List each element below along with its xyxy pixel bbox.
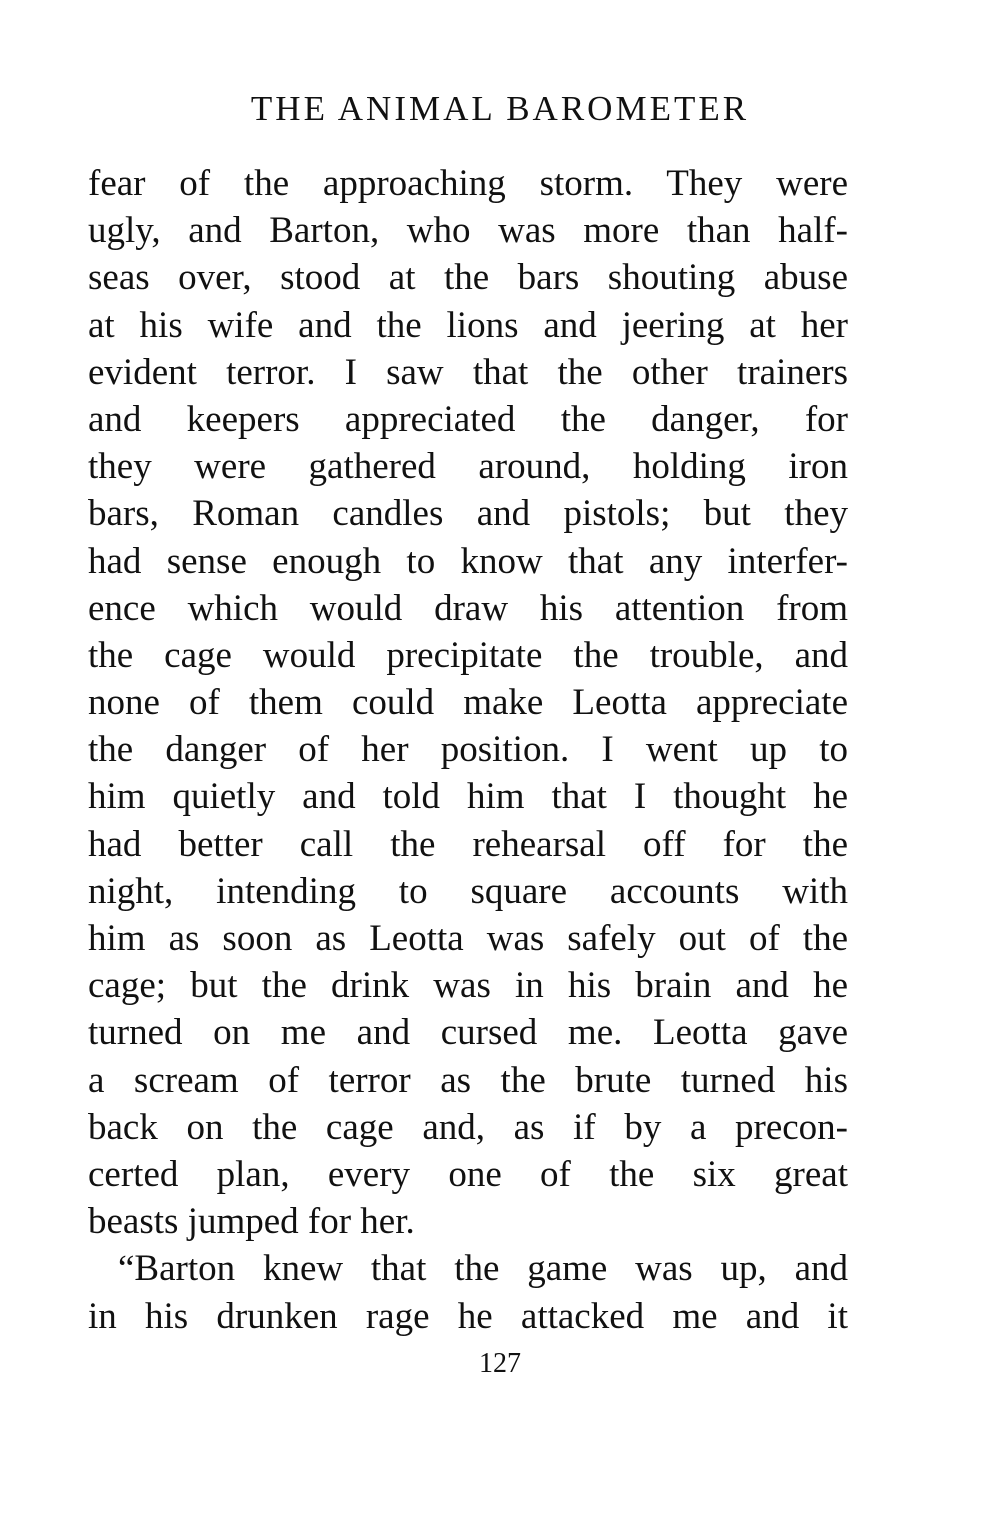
body-text — [88, 160, 848, 1340]
text-line: a scream of terror as the brute turned his — [88, 1059, 848, 1101]
text-line: ence which would draw his attention from — [88, 587, 848, 629]
text-line: had better call the rehearsal off for the — [88, 823, 848, 865]
text-line: him as soon as Leotta was safely out of the — [88, 918, 848, 959]
text-line: had sense enough to know that any interfer- — [88, 540, 848, 582]
text-line: evident terror. I saw that the other trainers — [88, 351, 848, 393]
paragraph-start-line: “Barton knew that the game was up, and — [118, 1248, 848, 1290]
page-number: 127 — [479, 1348, 521, 1379]
text-line: at his wife and the lions and jeering at her — [88, 304, 848, 346]
text-line: bars, Roman candles and pistols; but they — [88, 493, 848, 535]
paragraph-end-line: beasts jumped for her. — [88, 1201, 415, 1243]
text-line: night, intending to square accounts with — [88, 870, 848, 912]
text-line: turned on me and cursed me. Leotta gave — [88, 1012, 848, 1054]
text-line: seas over, stood at the bars shouting abuse — [88, 257, 848, 299]
text-line: and keepers appreciated the danger, for — [88, 398, 848, 440]
text-line: the cage would precipitate the trouble, and — [88, 634, 848, 676]
text-line: ugly, and Barton, who was more than half- — [88, 210, 848, 252]
text-line: they were gathered around, holding iron — [88, 446, 848, 488]
text-line: back on the cage and, as if by a precon- — [88, 1106, 848, 1148]
text-line: certed plan, every one of the six great — [88, 1153, 848, 1195]
text-line: in his drunken rage he attacked me and it — [88, 1295, 848, 1337]
text-line: him quietly and told him that I thought he — [88, 776, 848, 818]
text-line: none of them could make Leotta appreciate — [88, 682, 848, 724]
text-line: the danger of her position. I went up to — [88, 729, 848, 771]
text-line: cage; but the drink was in his brain and he — [88, 965, 848, 1007]
text-line: fear of the approaching storm. They were — [88, 163, 848, 204]
running-head: THE ANIMAL BAROMETER — [250, 89, 750, 128]
